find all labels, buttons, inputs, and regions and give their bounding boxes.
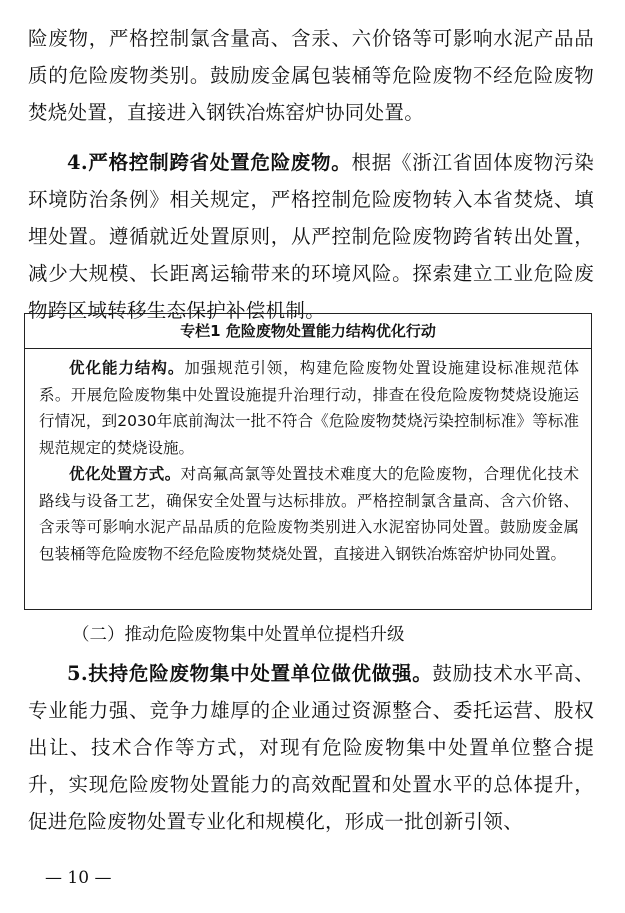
item-5-paragraph [28,655,594,840]
column-item-capacity-body: 加强规范引领，构建危险废物处置设施建设标准规范体系。开展危险废物集中处置设施提升治理行动，排查在役危险废物焚烧设施运行情况，到2030年底前淘汰一批不符合《危险废物焚烧污染控制标准》等标准规范规定的焚烧设施。 [39,359,579,457]
item-5-heading: 5.扶持危险废物集中处置单位做优做强。 [67,662,433,685]
column-box [24,313,592,610]
column-item-capacity-heading: 优化能力结构。 [69,359,185,377]
intro-paragraph: 险废物，严格控制氯含量高、含汞、六价铬等可影响水泥产品品质的危险废物类别。鼓励废金属包装桶等危险废物不经危险废物焚烧处置，直接进入钢铁冶炼窑炉协同处置。 [28,27,594,124]
column-item-method-heading: 优化处置方式。 [69,465,181,483]
page-number: — 10 — [45,868,112,888]
item-4-heading: 4.严格控制跨省处置危险废物。 [67,151,352,174]
column-box-title: 专栏1 危险废物处置能力结构优化行动 [25,314,591,349]
item-4-paragraph [28,144,594,329]
column-item-capacity [39,355,579,461]
item-4-body: 根据《浙江省固体废物污染环境防治条例》相关规定，严格控制危险废物转入本省焚烧、填埋处置。遵循就近处置原则，从严控制危险废物跨省转出处置，减少大规模、长距离运输带来的环境风险。探索建立工业危险废物跨区域转移生态保护补偿机制。 [28,151,595,322]
item-5-body: 鼓励技术水平高、专业能力强、竞争力雄厚的企业通过资源整合、委托运营、股权出让、技术合作等方式，对现有危险废物集中处置单位整合提升，实现危险废物处置能力的高效配置和处置水平的总体提升，促进危险废物处置专业化和规模化，形成一批创新引领、 [28,662,594,833]
column-box-body [25,349,591,567]
column-item-method-body: 对高氟高氯等处置技术难度大的危险废物，合理优化技术路线与设备工艺，确保安全处置与达标排放。严格控制氯含量高、含六价铬、含汞等可影响水泥产品品质的危险废物类别进入水泥窑协同处置。鼓励废金属包装桶等危险废物不经危险废物焚烧处置，直接进入钢铁冶炼窑炉协同处置。 [39,465,579,563]
column-item-method [39,461,579,567]
section-heading: （二）推动危险废物集中处置单位提档升级 [72,625,405,645]
